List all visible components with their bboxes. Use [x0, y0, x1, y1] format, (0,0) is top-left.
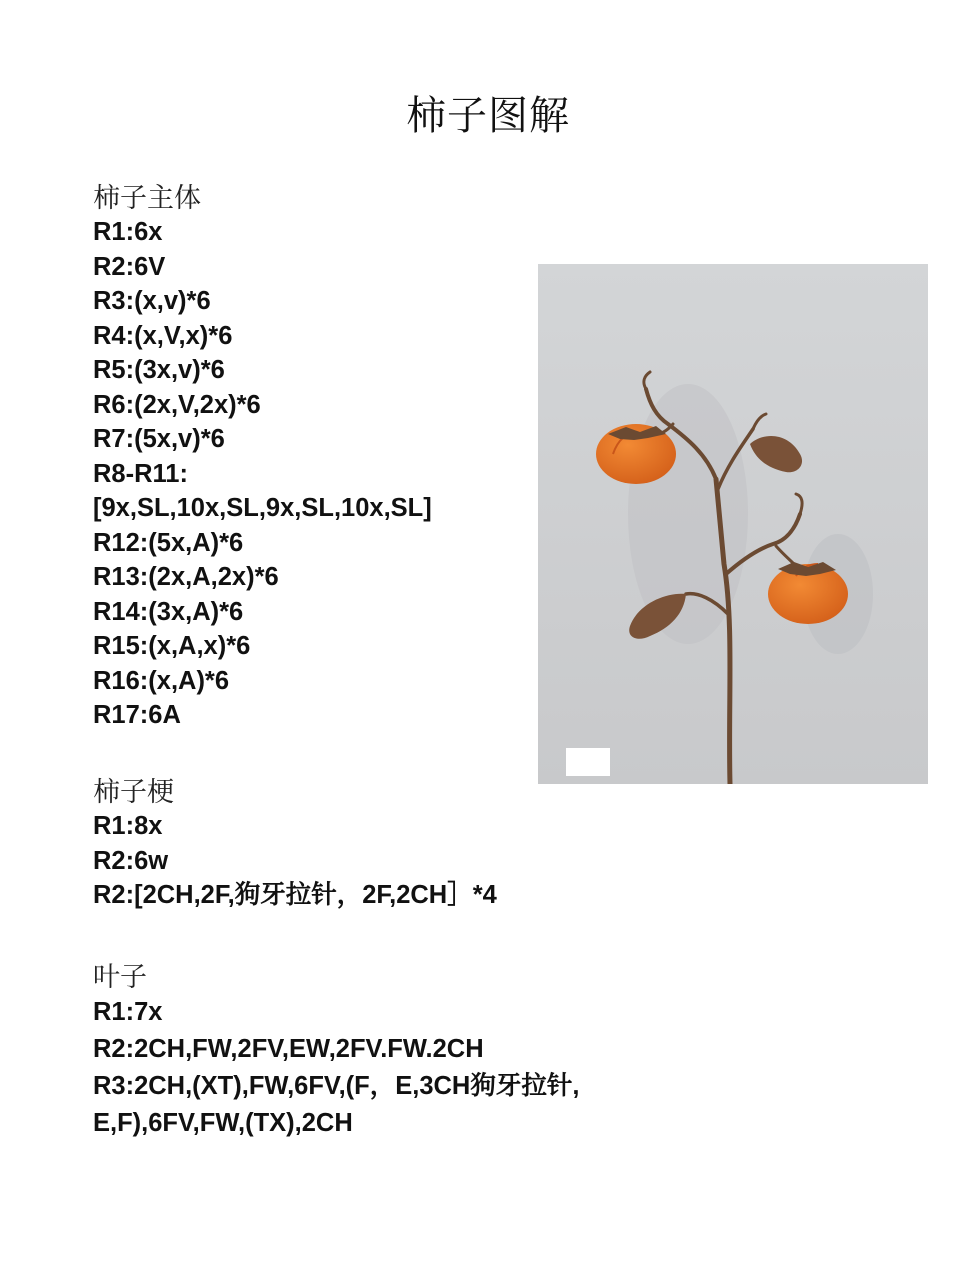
- persimmon-branch-illustration: [538, 264, 928, 784]
- pattern-row: R2:2CH,FW,2FV,EW,2FV.FW.2CH: [93, 1035, 484, 1063]
- pattern-row: R2:6V: [93, 252, 166, 281]
- pattern-row: R3:(x,v)*6: [93, 287, 211, 315]
- label-patch: [566, 748, 610, 776]
- pattern-row: E,F),6FV,FW,(TX),2CH: [93, 1109, 353, 1137]
- pattern-row: R16:(x,A)*6: [93, 666, 230, 695]
- pattern-row: R1:6x: [93, 218, 163, 246]
- persimmon-body-rows: [93, 215, 432, 733]
- pattern-row: R12:(5x,A)*6: [93, 528, 244, 557]
- pattern-row: R13:(2x,A,2x)*6: [93, 563, 279, 591]
- persimmon-stem-rows: [93, 809, 497, 913]
- section-heading-leaf: 叶子: [93, 962, 147, 993]
- pattern-row: R3:2CH,(XT),FW,6FV,(F，E,3CH狗牙拉针,: [93, 1072, 580, 1100]
- pattern-row: R6:(2x,V,2x)*6: [93, 390, 261, 419]
- pattern-row: R8-R11:: [93, 459, 188, 488]
- pattern-row: R2:6w: [93, 846, 169, 875]
- pattern-row: R2:[2CH,2F,狗牙拉针，2F,2CH］*4: [93, 881, 497, 909]
- pattern-row: R15:(x,A,x)*6: [93, 632, 251, 660]
- pattern-row: [9x,SL,10x,SL,9x,SL,10x,SL]: [93, 494, 432, 522]
- pattern-row: R1:8x: [93, 812, 163, 840]
- pattern-row: R4:(x,V,x)*6: [93, 321, 233, 350]
- page-title: 柿子图解: [406, 93, 570, 139]
- section-heading-persimmon-body: 柿子主体: [93, 183, 201, 214]
- pattern-row: R14:(3x,A)*6: [93, 597, 244, 626]
- persimmon-branch-photo: [538, 264, 928, 784]
- leaf-rows: [93, 994, 579, 1142]
- pattern-row: R7:(5x,v)*6: [93, 425, 225, 453]
- pattern-row: R1:7x: [93, 998, 163, 1026]
- pattern-row: R5:(3x,v)*6: [93, 356, 225, 384]
- pattern-row: R17:6A: [93, 701, 181, 729]
- section-heading-persimmon-stem: 柿子梗: [93, 777, 174, 808]
